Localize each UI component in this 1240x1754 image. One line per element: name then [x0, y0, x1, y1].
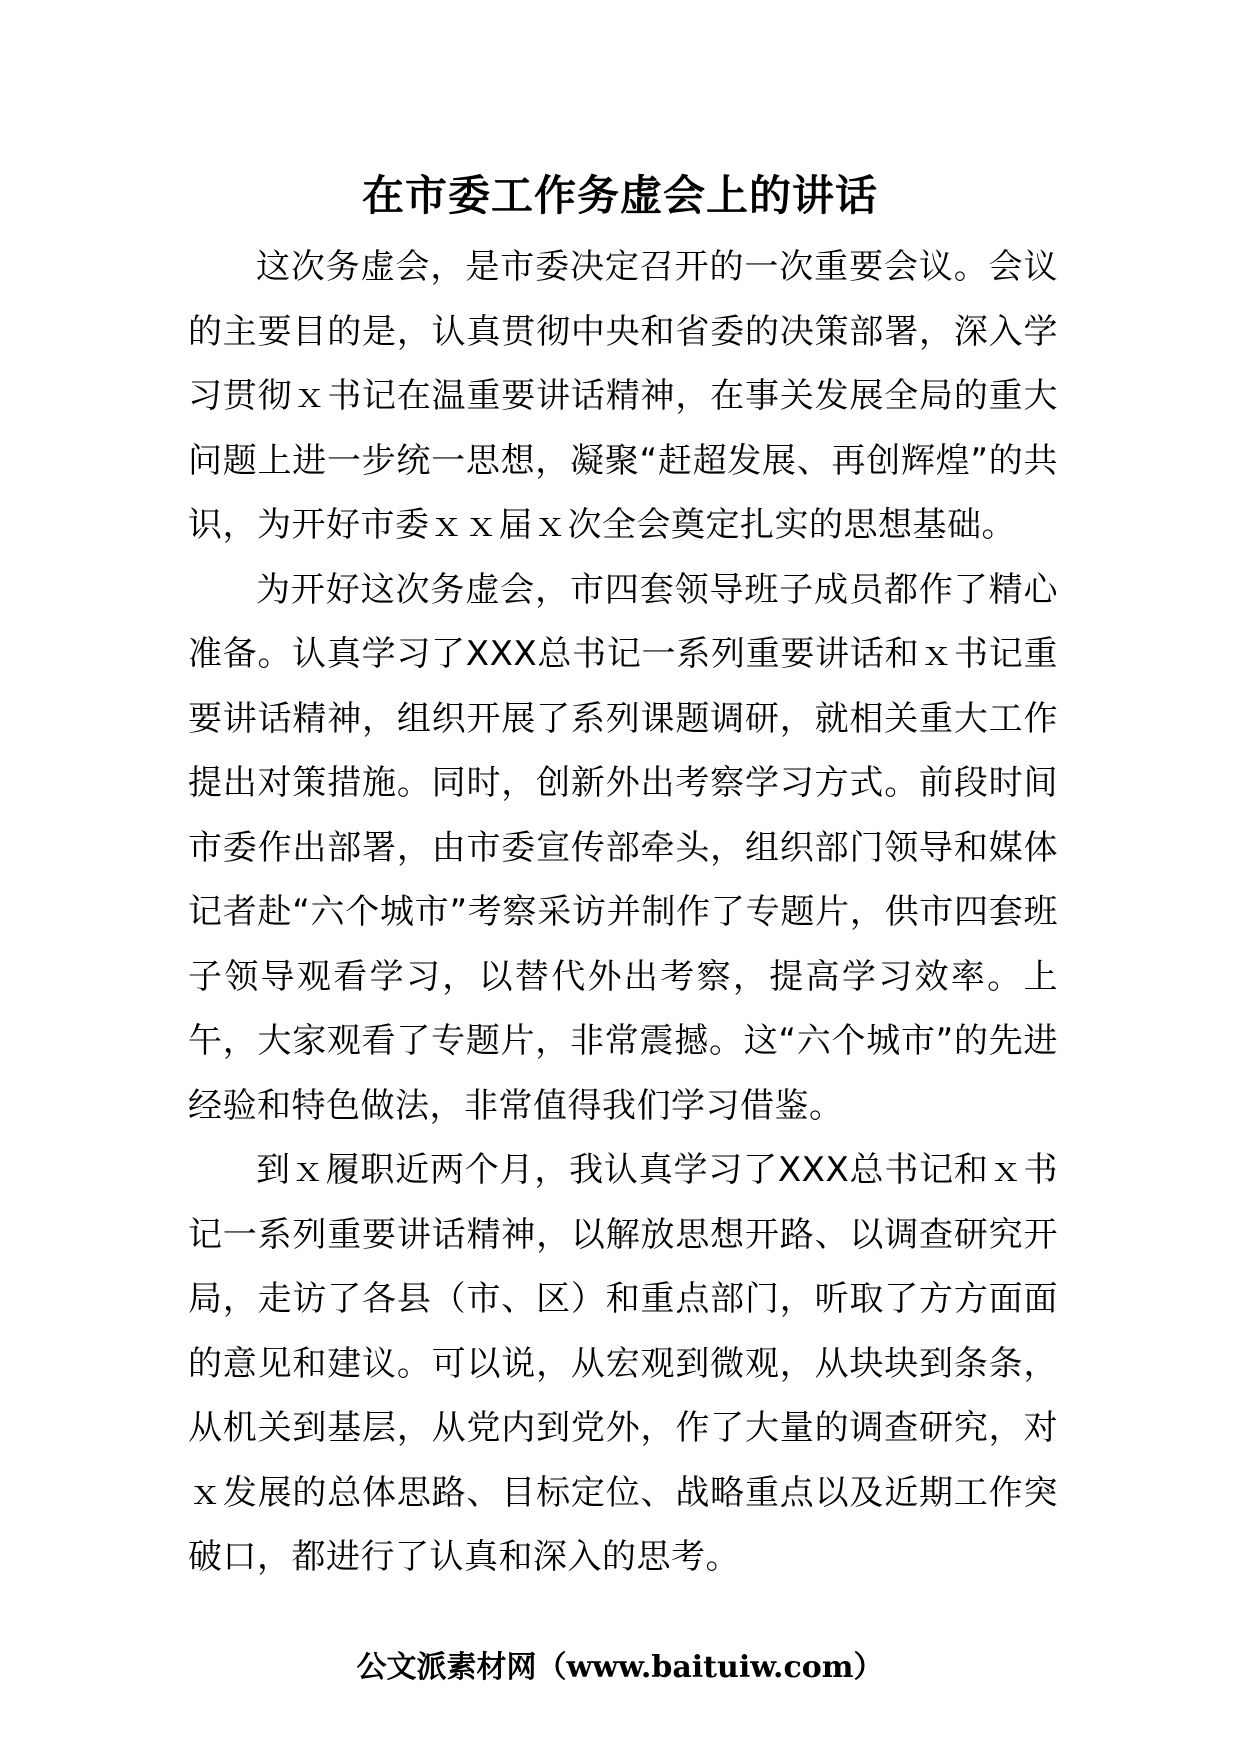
- paragraph-3: 到ｘ履职近两个月，我认真学习了XXX总书记和ｘ书记一系列重要讲话精神，以解放思想开路、以调查研究开局，走访了各县（市、区）和重点部门，听取了方方面面的意见和建议。可以说，从宏观到微观，从块块到条条，从机关到基层，从党内到党外，作了大量的调查研究，对ｘ发展的总体思路、目标定位、战略重点以及近期工作突破口，都进行了认真和深入的思考。: [188, 1150, 1058, 1577]
- document-title: 在市委工作务虚会上的讲话: [361, 171, 878, 220]
- paragraph-2: 为开好这次务虚会，市四套领导班子成员都作了精心准备。认真学习了XXX总书记一系列重要讲话和ｘ书记重要讲话精神，组织开展了系列课题调研，就相关重大工作提出对策措施。同时，创新外出考察学习方式。前段时间市委作出部署，由市委宣传部牵头，组织部门领导和媒体记者赴“六个城市”考察采访并制作了专题片，供市四套班子领导观看学习，以替代外出考察，提高学习效率。上午，大家观看了专题片，非常震撼。这“六个城市”的先进经验和特色做法，非常值得我们学习借鉴。: [188, 569, 1058, 1126]
- source-footer: 公文派素材网（www.baituiw.com）: [356, 1650, 884, 1685]
- document-body: [188, 235, 1058, 1590]
- paragraph-1: 这次务虚会，是市委决定召开的一次重要会议。会议的主要目的是，认真贯彻中央和省委的决策部署，深入学习贯彻ｘ书记在温重要讲话精神，在事关发展全局的重大问题上进一步统一思想，凝聚“赶超发展、再创辉煌”的共识，为开好市委ｘｘ届ｘ次全会奠定扎实的思想基础。: [188, 247, 1058, 545]
